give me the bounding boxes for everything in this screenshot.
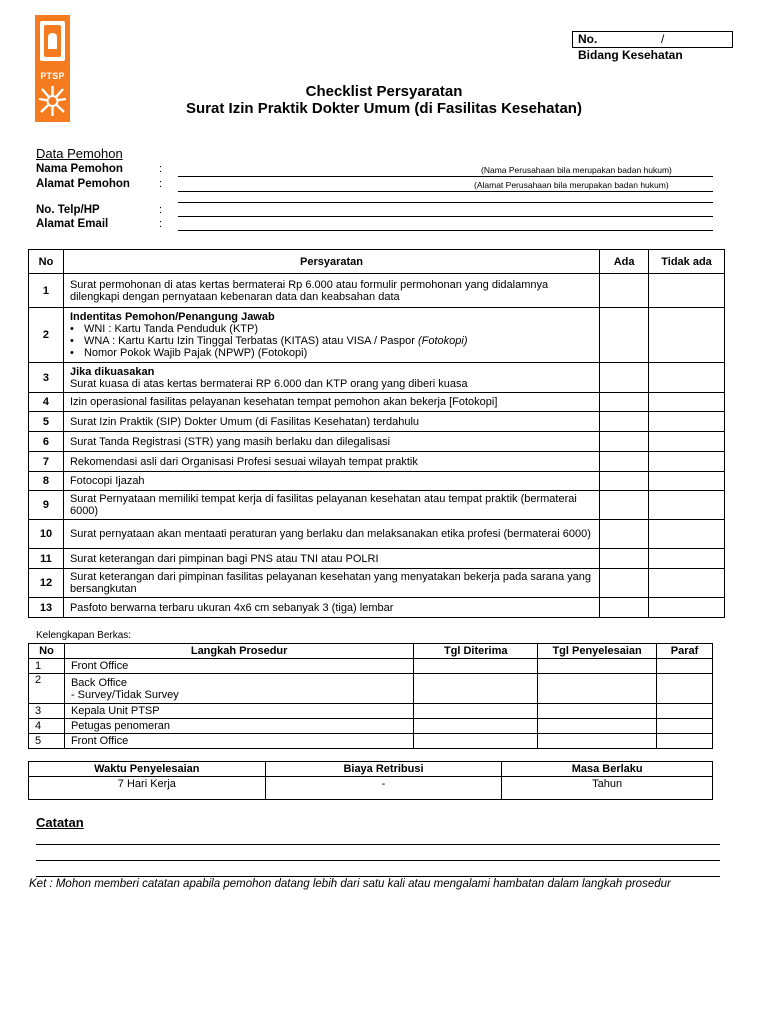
step-cell [64, 674, 413, 704]
city-emblem-icon [40, 21, 65, 61]
col-header-ada: Ada [600, 250, 649, 274]
row-number: 8 [29, 472, 64, 491]
kelengkapan-label: Kelengkapan Berkas: [36, 630, 132, 641]
biaya-value: - [265, 777, 502, 800]
checkbox-ada[interactable] [600, 520, 649, 549]
checkbox-tidak-ada[interactable] [649, 363, 725, 393]
col-header-no: No [29, 644, 65, 659]
email-colon: : [159, 218, 163, 230]
requirement-text: Surat keterangan dari pimpinan bagi PNS atau TNI atau POLRI [63, 549, 599, 569]
applicant-name-label: Nama Pemohon [36, 163, 123, 175]
tgl-diterima-cell[interactable] [414, 659, 538, 674]
paraf-cell[interactable] [657, 659, 713, 674]
paraf-cell[interactable] [657, 719, 713, 734]
requirement-text: Izin operasional fasilitas pelayanan kesehatan tempat pemohon akan bekerja [Fotokopi] [63, 393, 599, 412]
checkbox-ada[interactable] [600, 308, 649, 363]
tgl-penyelesaian-cell[interactable] [538, 674, 657, 704]
applicant-name-field[interactable] [178, 176, 713, 177]
requirement-text: Surat permohonan di atas kertas bermaterai Rp 6.000 atau formulir permohonan yang didalamnya dilengkapi dengan pernyataan kebenaran data dan keabsahan data [63, 274, 599, 308]
row-number: 2 [29, 674, 65, 704]
table-row [29, 363, 725, 393]
table-row [29, 674, 713, 704]
requirement-cell [63, 363, 599, 393]
requirement-text: Surat kuasa di atas kertas bermaterai RP 6.000 dan KTP orang yang diberi kuasa [69, 377, 468, 390]
tgl-diterima-cell[interactable] [414, 704, 538, 719]
row-number: 1 [29, 274, 64, 308]
table-row [29, 520, 725, 549]
applicant-address-field[interactable] [178, 191, 713, 192]
tgl-penyelesaian-cell[interactable] [538, 719, 657, 734]
requirement-text: Pasfoto berwarna terbaru ukuran 4x6 cm sebanyak 3 (tiga) lembar [63, 598, 599, 618]
checkbox-tidak-ada[interactable] [649, 520, 725, 549]
list-item: • WNI : Kartu Tanda Penduduk (KTP) [70, 323, 595, 335]
applicant-name-hint: (Nama Perusahaan bila merupakan badan hukum) [481, 165, 672, 175]
row-number: 3 [29, 704, 65, 719]
checkbox-ada[interactable] [600, 452, 649, 472]
table-row [29, 719, 713, 734]
checkbox-ada[interactable] [600, 472, 649, 491]
row-number: 4 [29, 719, 65, 734]
applicant-address-colon: : [159, 178, 163, 190]
checkbox-tidak-ada[interactable] [649, 432, 725, 452]
checkbox-ada[interactable] [600, 569, 649, 598]
requirement-text: Fotocopi Ijazah [63, 472, 599, 491]
email-field[interactable] [178, 230, 713, 231]
table-row [29, 549, 725, 569]
bullet-italic-note: (Fotokopi) [417, 335, 468, 347]
document-number-box[interactable] [572, 31, 733, 48]
row-number: 13 [29, 598, 64, 618]
notes-line-3[interactable] [36, 876, 720, 877]
checkbox-ada[interactable] [600, 412, 649, 432]
bullet-text: WNA : Kartu Kartu Izin Tinggal Terbatas (KITAS) atau VISA / Paspor [83, 335, 418, 347]
footnote: Ket : Mohon memberi catatan apabila pemohon datang lebih dari satu kali atau mengalami hambatan dalam langkah prosedur [29, 878, 671, 890]
col-header-masa: Masa Berlaku [502, 762, 713, 777]
applicant-name-colon: : [159, 163, 163, 175]
col-header-no: No [29, 250, 64, 274]
row-number: 9 [29, 491, 64, 520]
requirement-bullet-list [70, 323, 595, 359]
requirement-text: Surat pernyataan akan mentaati peraturan yang berlaku dan melaksanakan etika profesi (bermaterai 6000) [63, 520, 599, 549]
checkbox-tidak-ada[interactable] [649, 274, 725, 308]
requirements-header-row [29, 250, 725, 274]
requirement-title: Jika dikuasakan [69, 365, 155, 378]
tgl-penyelesaian-cell[interactable] [538, 704, 657, 719]
procedure-header-row [29, 644, 713, 659]
list-item [70, 335, 595, 347]
applicant-address-field-line2[interactable] [178, 202, 713, 203]
checkbox-ada[interactable] [600, 363, 649, 393]
summary-value-row [29, 777, 713, 800]
step-text: Kepala Unit PTSP [64, 704, 413, 719]
tgl-diterima-cell[interactable] [414, 734, 538, 749]
step-text: Back Office [70, 676, 127, 689]
checkbox-tidak-ada[interactable] [649, 598, 725, 618]
col-header-langkah: Langkah Prosedur [64, 644, 413, 659]
col-header-tgl-penyelesaian: Tgl Penyelesaian [538, 644, 657, 659]
tgl-diterima-cell[interactable] [414, 674, 538, 704]
waktu-value: 7 Hari Kerja [29, 777, 266, 800]
table-row [29, 659, 713, 674]
notes-line-2[interactable] [36, 860, 720, 861]
document-number-separator: / [661, 32, 665, 46]
col-header-tidak-ada: Tidak ada [649, 250, 725, 274]
col-header-biaya: Biaya Retribusi [265, 762, 502, 777]
row-number: 2 [29, 308, 64, 363]
table-row [29, 393, 725, 412]
requirements-table [28, 249, 725, 618]
applicant-data-heading: Data Pemohon [36, 146, 123, 161]
summary-header-row [29, 762, 713, 777]
table-row [29, 308, 725, 363]
row-number: 12 [29, 569, 64, 598]
phone-colon: : [159, 204, 163, 216]
checkbox-tidak-ada[interactable] [649, 569, 725, 598]
table-row [29, 432, 725, 452]
table-row [29, 598, 725, 618]
checkbox-tidak-ada[interactable] [649, 549, 725, 569]
tgl-penyelesaian-cell[interactable] [538, 734, 657, 749]
table-row [29, 452, 725, 472]
page-subtitle: Surat Izin Praktik Dokter Umum (di Fasilitas Kesehatan) [186, 100, 582, 117]
table-row [29, 412, 725, 432]
page-title: Checklist Persyaratan [305, 83, 463, 100]
checkbox-tidak-ada[interactable] [649, 472, 725, 491]
step-text: Petugas penomeran [64, 719, 413, 734]
row-number: 5 [29, 412, 64, 432]
tgl-penyelesaian-cell[interactable] [538, 659, 657, 674]
procedure-table [28, 643, 713, 749]
paraf-cell[interactable] [657, 674, 713, 704]
checkbox-ada[interactable] [600, 393, 649, 412]
col-header-waktu: Waktu Penyelesaian [29, 762, 266, 777]
table-row [29, 569, 725, 598]
requirement-text: Surat Pernyataan memiliki tempat kerja di fasilitas pelayanan kesehatan atau tempat praktik (bermaterai 6000) [63, 491, 599, 520]
table-row [29, 274, 725, 308]
department-label: Bidang Kesehatan [578, 48, 683, 62]
checkbox-tidak-ada[interactable] [649, 308, 725, 363]
requirement-cell [63, 308, 599, 363]
col-header-tgl-diterima: Tgl Diterima [414, 644, 538, 659]
checkbox-tidak-ada[interactable] [649, 452, 725, 472]
phone-label: No. Telp/HP [36, 204, 100, 216]
checkbox-ada[interactable] [600, 491, 649, 520]
requirement-text: Surat Izin Praktik (SIP) Dokter Umum (di Fasilitas Kesehatan) terdahulu [63, 412, 599, 432]
row-number: 7 [29, 452, 64, 472]
checkbox-tidak-ada[interactable] [649, 393, 725, 412]
checkbox-tidak-ada[interactable] [649, 491, 725, 520]
step-text: Front Office [64, 659, 413, 674]
row-number: 4 [29, 393, 64, 412]
requirement-text: Rekomendasi asli dari Organisasi Profesi sesuai wilayah tempat praktik [63, 452, 599, 472]
logo-label: PTSP [40, 71, 65, 81]
step-text: Front Office [64, 734, 413, 749]
checkbox-tidak-ada[interactable] [649, 412, 725, 432]
step-subtext: - Survey/Tidak Survey [70, 688, 179, 701]
paraf-cell[interactable] [657, 704, 713, 719]
col-header-persyaratan: Persyaratan [63, 250, 599, 274]
checkbox-ada[interactable] [600, 274, 649, 308]
row-number: 1 [29, 659, 65, 674]
phone-field[interactable] [178, 216, 713, 217]
table-row [29, 491, 725, 520]
document-number-label: No. [578, 32, 598, 46]
notes-heading: Catatan [36, 815, 84, 830]
notes-line-1[interactable] [36, 844, 720, 845]
requirement-text: Surat keterangan dari pimpinan fasilitas pelayanan kesehatan yang menyatakan bekerja pada sarana yang bersangkutan [63, 569, 599, 598]
checkbox-ada[interactable] [600, 549, 649, 569]
paraf-cell[interactable] [657, 734, 713, 749]
table-row [29, 734, 713, 749]
requirement-text: Surat Tanda Registrasi (STR) yang masih berlaku dan dilegalisasi [63, 432, 599, 452]
row-number: 3 [29, 363, 64, 393]
row-number: 6 [29, 432, 64, 452]
requirement-title: Indentitas Pemohon/Penangung Jawab [69, 311, 275, 323]
col-header-paraf: Paraf [657, 644, 713, 659]
checkbox-ada[interactable] [600, 598, 649, 618]
masa-value: Tahun [502, 777, 713, 800]
summary-table [28, 761, 713, 800]
row-number: 10 [29, 520, 64, 549]
table-row [29, 472, 725, 491]
row-number: 5 [29, 734, 65, 749]
applicant-address-label: Alamat Pemohon [36, 178, 130, 190]
row-number: 11 [29, 549, 64, 569]
table-row [29, 704, 713, 719]
list-item: • Nomor Pokok Wajib Pajak (NPWP) (Fotokopi) [70, 347, 595, 359]
checkbox-ada[interactable] [600, 432, 649, 452]
applicant-address-hint: (Alamat Perusahaan bila merupakan badan hukum) [474, 180, 669, 190]
tgl-diterima-cell[interactable] [414, 719, 538, 734]
email-label: Alamat Email [36, 218, 109, 230]
